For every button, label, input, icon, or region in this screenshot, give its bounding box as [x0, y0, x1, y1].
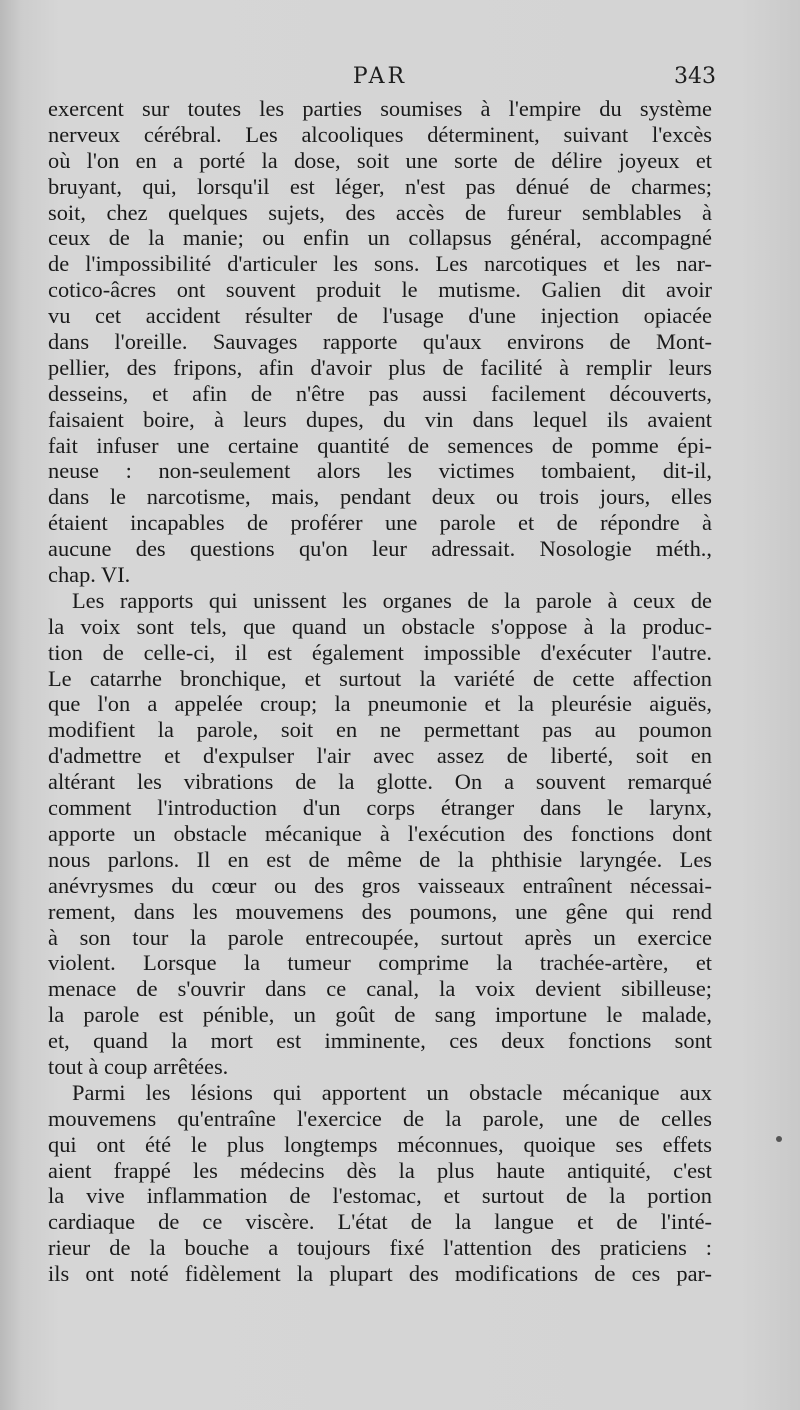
text-line: cotico-âcres ont souvent produit le mutisme. Galien dit avoir [48, 277, 712, 303]
text-line: et, quand la mort est imminente, ces deux fonctions sont [48, 1028, 712, 1054]
text-line: la vive inflammation de l'estomac, et surtout de la portion [48, 1183, 712, 1209]
text-line: dans le narcotisme, mais, pendant deux ou trois jours, elles [48, 484, 712, 510]
text-line: aient frappé les médecins dès la plus haute antiquité, c'est [48, 1157, 712, 1183]
text-line: de l'impossibilité d'articuler les sons. Les narcotiques et les nar- [48, 251, 712, 277]
text-line: fait infuser une certaine quantité de semences de pomme épi- [48, 432, 712, 458]
text-line: à son tour la parole entrecoupée, surtout après un exercice [48, 924, 712, 950]
text-line: aucune des questions qu'on leur adressait. Nosologie méth., [48, 536, 712, 562]
text-line: dans l'oreille. Sauvages rapporte qu'aux environs de Mont- [48, 329, 712, 355]
text-line: comment l'introduction d'un corps étranger dans le larynx, [48, 795, 712, 821]
text-line: exercent sur toutes les parties soumises à l'empire du système [48, 96, 712, 121]
text-line: nerveux cérébral. Les alcooliques déterminent, suivant l'excès [48, 121, 712, 147]
text-line: étaient incapables de proférer une parole et de répondre à [48, 510, 712, 536]
text-line: Parmi les lésions qui apportent un obstacle mécanique aux [72, 1079, 712, 1105]
paper-speck [776, 1136, 782, 1142]
text-line: tion de celle-ci, il est également impossible d'exécuter l'autre. [48, 639, 712, 665]
text-line: tout à coup arrêtées. [48, 1053, 229, 1079]
text-line: chap. VI. [48, 562, 131, 588]
text-line: qui ont été le plus longtemps méconnues, quoique ses effets [48, 1131, 712, 1157]
text-line: apporte un obstacle mécanique à l'exécution des fonctions dont [48, 820, 712, 846]
text-line: ils ont noté fidèlement la plupart des modifications de ces par- [48, 1261, 712, 1287]
text-line: rieur de la bouche a toujours fixé l'attention des praticiens : [48, 1235, 712, 1261]
text-line: vu cet accident résulter de l'usage d'une injection opiacée [48, 303, 712, 329]
text-line: nous parlons. Il en est de même de la phthisie laryngée. Les [48, 846, 712, 872]
text-line: la parole est pénible, un goût de sang importune le malade, [48, 1002, 712, 1028]
text-line: modifient la parole, soit en ne permettant pas au poumon [48, 717, 712, 743]
text-line: cardiaque de ce viscère. L'état de la langue et de l'inté- [48, 1209, 712, 1235]
text-line: d'admettre et d'expulser l'air avec assez de liberté, soit en [48, 743, 712, 769]
text-line: soit, chez quelques sujets, des accès de fureur semblables à [48, 199, 712, 225]
body-text [48, 96, 712, 1287]
text-line: rement, dans les mouvemens des poumons, une gêne qui rend [48, 898, 712, 924]
text-line: faisaient boire, à leurs dupes, du vin dans lequel ils avaient [48, 406, 712, 432]
text-line: violent. Lorsque la tumeur comprime la trachée-artère, et [48, 950, 712, 976]
text-line: ceux de la manie; ou enfin un collapsus général, accompagné [48, 225, 712, 251]
text-line: menace de s'ouvrir dans ce canal, la voix devient sibilleuse; [48, 976, 712, 1002]
page-number: 343 [674, 64, 716, 89]
text-line: neuse : non-seulement alors les victimes tombaient, dit-il, [48, 458, 712, 484]
text-line: Les rapports qui unissent les organes de la parole à ceux de [72, 587, 712, 613]
text-line: la voix sont tels, que quand un obstacle s'oppose à la produc- [48, 613, 712, 639]
text-line: mouvemens qu'entraîne l'exercice de la parole, une de celles [48, 1105, 712, 1131]
text-line: altérant les vibrations de la glotte. On a souvent remarqué [48, 769, 712, 795]
text-line: anévrysmes du cœur ou des gros vaisseaux entraînent nécessai- [48, 872, 712, 898]
text-line: Le catarrhe bronchique, et surtout la variété de cette affection [48, 665, 712, 691]
text-line: bruyant, qui, lorsqu'il est léger, n'est pas dénué de charmes; [48, 173, 712, 199]
page-header [48, 62, 716, 98]
text-line: desseins, et afin de n'être pas aussi facilement découverts, [48, 380, 712, 406]
running-head: PAR [352, 64, 408, 89]
text-line: où l'on en a porté la dose, soit une sorte de délire joyeux et [48, 147, 712, 173]
text-line: pellier, des fripons, afin d'avoir plus de facilité à remplir leurs [48, 354, 712, 380]
text-line: que l'on a appelée croup; la pneumonie et la pleurésie aiguës, [48, 691, 712, 717]
